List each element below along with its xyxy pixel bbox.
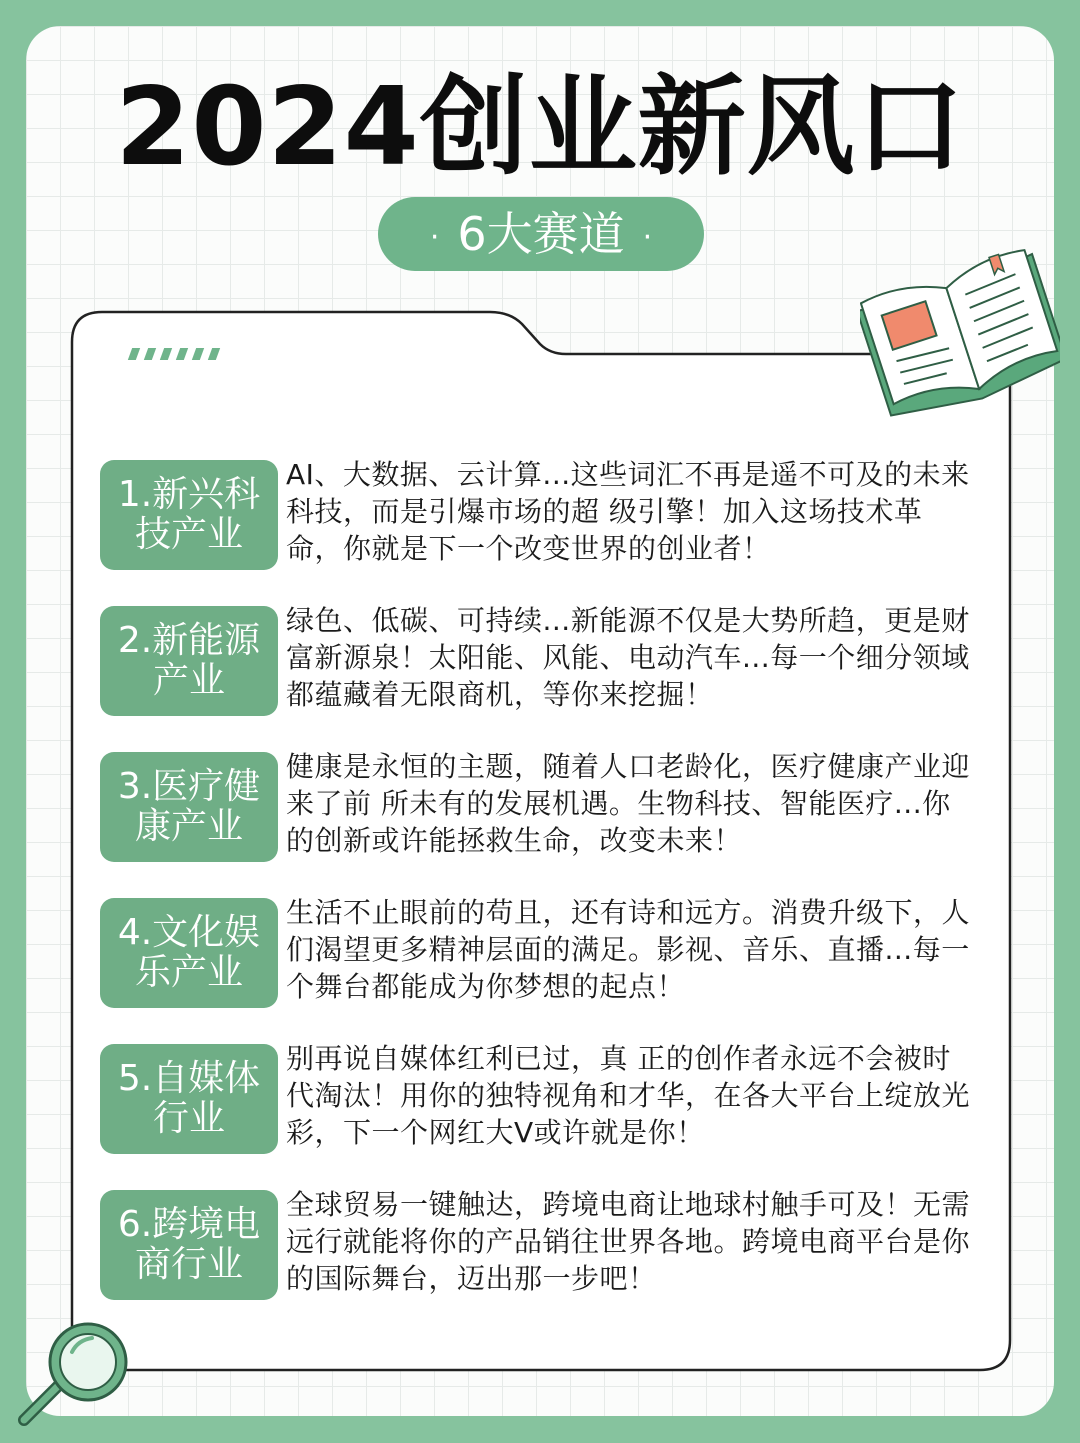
track-desc-2: 绿色、低碳、可持续...新能源不仅是大势所趋，更是财富新源泉！太阳能、风能、电动汽车...每一个细分领域都蕴藏着无限商机，等你来挖掘！ bbox=[286, 604, 970, 711]
track-row-4 bbox=[100, 898, 980, 1008]
subtitle-dot-left: · bbox=[429, 219, 440, 255]
page-title: 2024创业新风口 bbox=[115, 65, 965, 190]
track-row-2 bbox=[100, 606, 980, 716]
track-desc-3: 健康是永恒的主题，随着人口老龄化，医疗健康产业迎来了前 所未有的发展机遇。生物科技、智能医疗...你的创新或许能拯救生命，改变未来！ bbox=[286, 750, 971, 857]
track-badge-3: 3.医疗健康产业 bbox=[100, 752, 278, 862]
subtitle-text: 6大赛道 bbox=[457, 207, 625, 261]
track-desc-6: 全球贸易一键触达，跨境电商让地球村触手可及！无需远行就能将你的产品销往世界各地。跨境电商平台是你的国际舞台，迈出那一步吧！ bbox=[286, 1188, 971, 1295]
magnifier-icon bbox=[10, 1316, 140, 1431]
track-desc-4: 生活不止眼前的苟且，还有诗和远方。消费升级下，人们渴望更多精神层面的满足。影视、音乐、直播...每一个舞台都能成为你梦想的起点！ bbox=[286, 896, 971, 1003]
track-badge-2: 2.新能源产业 bbox=[100, 606, 278, 716]
decorative-stripes bbox=[130, 348, 218, 360]
track-desc-1: AI、大数据、云计算...这些词汇不再是遥不可及的未来科技，而是引爆市场的超 级引擎！加入这场技术革命，你就是下一个改变世界的创业者！ bbox=[286, 458, 970, 565]
track-badge-4: 4.文化娱乐产业 bbox=[100, 898, 278, 1008]
subtitle-dot-right: · bbox=[642, 219, 653, 255]
track-badge-5: 5.自媒体行业 bbox=[100, 1044, 278, 1154]
track-row-3 bbox=[100, 752, 980, 862]
open-book-icon bbox=[860, 240, 1060, 420]
track-badge-1: 1.新兴科技产业 bbox=[100, 460, 278, 570]
track-row-1 bbox=[100, 460, 980, 570]
track-badge-6: 6.跨境电商行业 bbox=[100, 1190, 278, 1300]
track-row-6 bbox=[100, 1190, 980, 1300]
track-row-5 bbox=[100, 1044, 980, 1154]
track-desc-5: 别再说自媒体红利已过，真 正的创作者永远不会被时代淘汰！用你的独特视角和才华，在各大平台上绽放光彩，下一个网红大V或许就是你！ bbox=[286, 1042, 971, 1149]
